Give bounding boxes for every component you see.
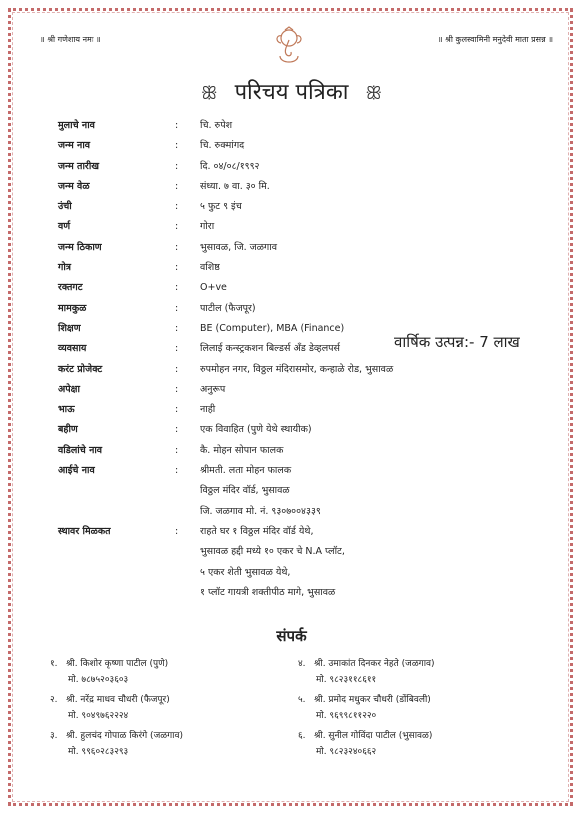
contact-number: १. (50, 659, 58, 669)
detail-colon: : (175, 383, 179, 395)
detail-value: ५ एकर शेती भुसावळ येथे, (200, 566, 291, 578)
detail-label: करंट प्रोजेक्ट (58, 363, 103, 375)
detail-label: रक्तगट (58, 282, 83, 294)
detail-row (58, 481, 558, 501)
detail-label: अपेक्षा (58, 383, 80, 395)
detail-label: जन्म नाव (58, 140, 91, 152)
annual-income: वार्षिक उत्पन्न:- 7 लाख (394, 333, 520, 351)
detail-label: शिक्षण (58, 322, 81, 334)
detail-row (58, 258, 558, 278)
detail-colon: : (175, 120, 179, 131)
detail-colon: : (175, 404, 179, 416)
detail-label: जन्म वेळ (58, 180, 90, 192)
detail-value: लिलाई कन्स्ट्रकशन बिल्डर्स अँड डेव्हलपर्स (200, 343, 340, 355)
detail-colon: : (175, 444, 179, 456)
detail-colon: : (175, 262, 179, 274)
detail-colon: : (175, 180, 179, 192)
detail-label: मुलाचे नाव (58, 120, 95, 131)
detail-colon: : (175, 424, 179, 436)
contact-phone: मो. ७८७५२०३६०३ (68, 675, 129, 685)
detail-value: जि. जळगाव मो. नं. ९३०७००४३३९ (200, 505, 321, 517)
detail-value: १ प्लॉट गायत्री शक्तीपीठ मागे, भुसावळ (200, 586, 336, 598)
ganesh-icon (272, 26, 306, 68)
detail-row (58, 542, 558, 562)
detail-row (58, 299, 558, 319)
detail-row (58, 502, 558, 522)
detail-row (58, 278, 558, 298)
detail-label: वडिलांचे नाव (58, 444, 103, 456)
detail-colon: : (175, 343, 179, 355)
detail-colon: : (175, 160, 179, 172)
contact-name: श्री. सुनील गोविंदा पाटील (भुसावळ) (314, 731, 433, 741)
detail-row (58, 380, 558, 400)
detail-value: कै. मोहन सोपान फालक (200, 444, 284, 456)
detail-label: भाऊ (58, 404, 75, 416)
detail-value: BE (Computer), MBA (Finance) (200, 322, 345, 334)
page-title (0, 76, 583, 106)
detail-value: भुसावळ हद्दी मध्ये १० एकर चे N.A प्लॉट, (200, 546, 345, 558)
detail-colon: : (175, 201, 179, 213)
detail-row (58, 197, 558, 217)
detail-value: श्रीमती. लता मोहन फालक (200, 465, 292, 477)
detail-value: संध्या. ७ वा. ३० मि. (200, 180, 270, 192)
detail-row (58, 420, 558, 440)
contact-name: श्री. नरेंद्र माधव चौधरी (फैजपूर) (66, 695, 170, 705)
detail-row (58, 583, 558, 603)
detail-colon: : (175, 282, 179, 294)
contact-name: श्री. किशोर कृष्णा पाटील (पुणे) (66, 659, 169, 669)
detail-colon: : (175, 465, 179, 477)
contact-number: ४. (298, 659, 306, 669)
detail-row (58, 136, 558, 156)
contact-number: ३. (50, 731, 58, 741)
title-text: परिचय पत्रिका (234, 80, 349, 105)
contact-heading: संपर्क (276, 627, 307, 645)
detail-colon: : (175, 302, 179, 314)
detail-colon: : (175, 322, 179, 334)
detail-value: नाही (200, 404, 216, 416)
detail-row (58, 360, 558, 380)
detail-value: रुपमोहन नगर, विठ्ठल मंदिरासमोर, कन्हाळे रोड, भुसावळ (200, 363, 394, 375)
detail-label: जन्म ठिकाण (58, 241, 102, 253)
detail-label: वर्ण (58, 221, 71, 233)
detail-label: बहीण (58, 424, 78, 436)
contact-phone: मो. ९८२३११८६११ (316, 675, 377, 685)
detail-colon: : (175, 363, 179, 375)
detail-row (58, 563, 558, 583)
header-invocation-right: ॥ श्री कुलस्वामिनी मनुदेवी माता प्रसन्न ॥ (437, 35, 553, 44)
contact-phone: मो. ९६९९८११२२० (316, 711, 377, 721)
detail-label: व्यवसाय (58, 343, 87, 355)
detail-row (58, 522, 558, 542)
header-invocation-left: ॥ श्री गणेशाय नमः ॥ (40, 35, 101, 44)
detail-label: उंची (58, 201, 72, 213)
detail-colon: : (175, 241, 179, 253)
contact-phone: मो. ९०४९७६२२२४ (68, 711, 129, 721)
detail-value: चि. रुक्मांगद (200, 140, 245, 152)
detail-row (58, 116, 558, 136)
detail-label: जन्म तारीख (58, 160, 100, 172)
detail-row (58, 441, 558, 461)
detail-value: ५ फुट ९ इंच (200, 201, 242, 213)
detail-value: दि. ०४/०८/१९९२ (200, 160, 260, 172)
ornament-right-icon: ꕥ (365, 83, 383, 104)
detail-label: आईचे नाव (58, 465, 95, 477)
detail-colon: : (175, 525, 179, 537)
detail-row (58, 238, 558, 258)
detail-value: विठ्ठल मंदिर वॉर्ड, भुसावळ (200, 485, 290, 497)
detail-row (58, 217, 558, 237)
contact-number: ५. (298, 695, 306, 705)
detail-label: मामकुळ (58, 302, 87, 314)
detail-label: स्थावर मिळकत (58, 525, 111, 537)
detail-value: अनुरूप (200, 383, 226, 395)
contact-phone: मो. ९९६०२८३२९३ (68, 747, 129, 757)
detail-value: एक विवाहित (पुणे येथे स्थायीक) (200, 424, 312, 436)
detail-value: O+ve (200, 282, 227, 294)
detail-value: गोरा (200, 221, 215, 233)
detail-row (58, 400, 558, 420)
detail-row (58, 177, 558, 197)
detail-value: भुसावळ, जि. जळगाव (200, 241, 278, 253)
detail-label: गोत्र (58, 262, 72, 274)
detail-value: पाटील (फैजपूर) (200, 302, 256, 314)
contact-phone: मो. ९८२३२४०६६२ (316, 747, 377, 757)
contact-number: २. (50, 695, 58, 705)
contact-name: श्री. उमाकांत दिनकर नेहते (जळगाव) (314, 659, 435, 669)
details-list (58, 116, 558, 603)
contact-name: श्री. हुलचंद गोपाळ किरंगे (जळगाव) (66, 731, 183, 741)
detail-row (58, 157, 558, 177)
detail-colon: : (175, 221, 179, 233)
contact-number: ६. (298, 731, 306, 741)
detail-colon: : (175, 140, 179, 152)
detail-value: चि. रुपेश (200, 120, 233, 131)
detail-row (58, 461, 558, 481)
contact-name: श्री. प्रमोद मधुकर चौधरी (डोंबिवली) (314, 695, 431, 705)
detail-value: राहते घर १ विठ्ठल मंदिर वॉर्ड येथे, (200, 525, 314, 537)
detail-value: वशिष्ठ (200, 262, 220, 274)
ornament-left-icon: ꕥ (200, 83, 218, 104)
